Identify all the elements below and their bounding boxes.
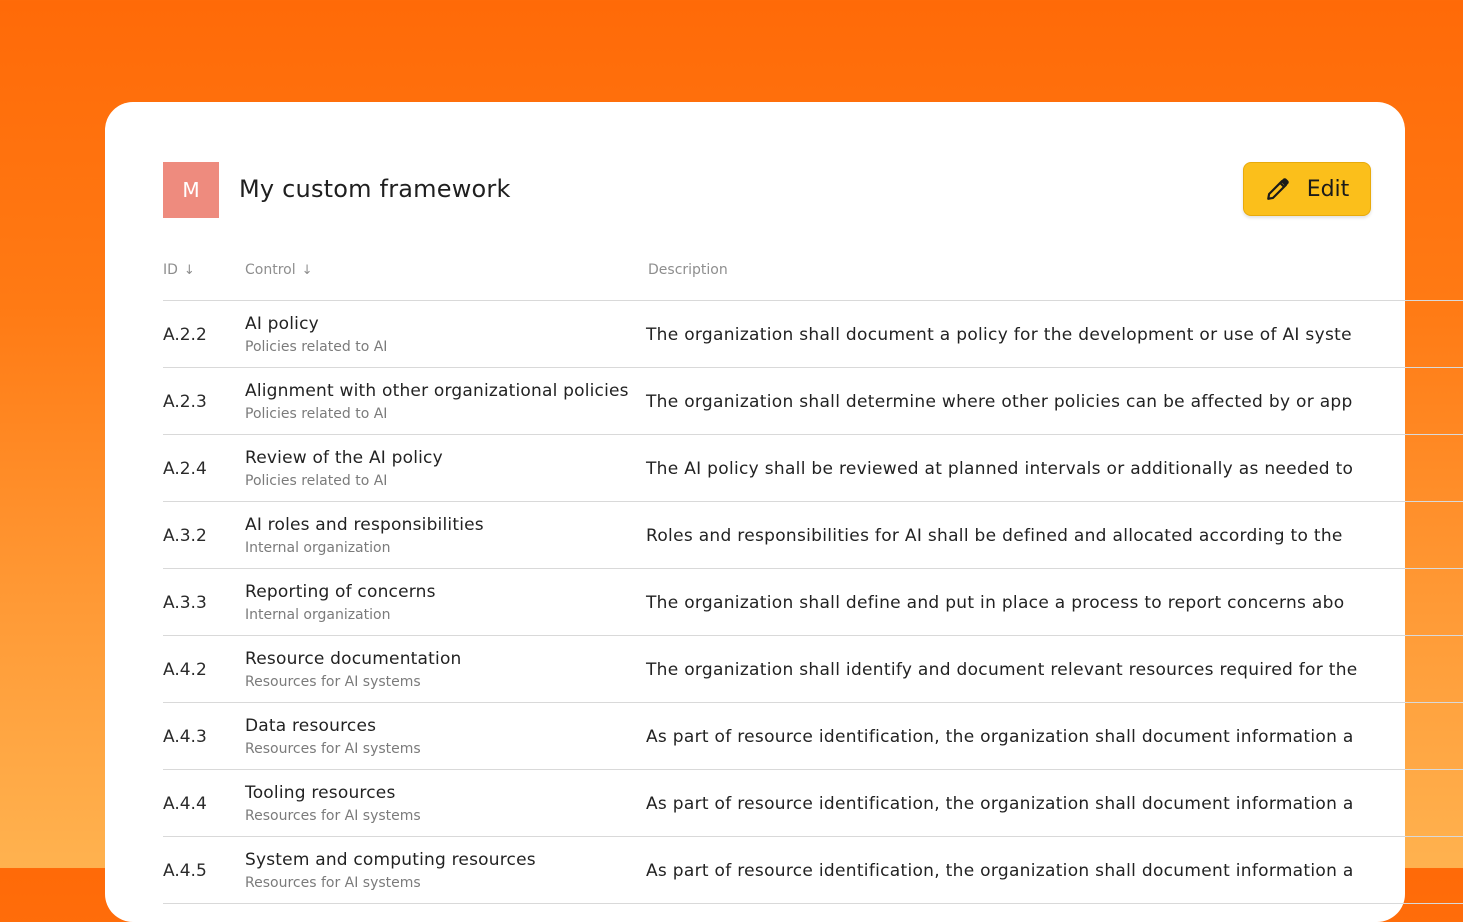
table-row[interactable] [163, 435, 1463, 502]
control-id: A.3.2 [163, 526, 207, 546]
control-id: A.4.5 [163, 861, 207, 881]
control-cell [245, 448, 443, 489]
control-cell [245, 515, 484, 556]
control-category: Internal organization [245, 607, 391, 623]
column-header-description-label: Description [648, 262, 728, 278]
edit-button-label: Edit [1306, 176, 1350, 202]
control-id: A.2.2 [163, 325, 207, 345]
pencil-icon [1265, 176, 1291, 202]
table-header [163, 242, 1463, 301]
control-id: A.4.2 [163, 660, 207, 680]
control-name: AI policy [245, 314, 319, 334]
control-description: As part of resource identification, the organization shall document information a [646, 861, 1354, 881]
table-row[interactable] [163, 569, 1463, 636]
control-cell [245, 314, 387, 355]
page-title: My custom framework [239, 175, 511, 203]
control-name: AI roles and responsibilities [245, 515, 484, 535]
column-header-control[interactable] [245, 262, 313, 278]
control-id: A.2.4 [163, 459, 207, 479]
table-row[interactable] [163, 502, 1463, 569]
control-name: Tooling resources [245, 783, 396, 803]
control-cell [245, 649, 462, 690]
control-description: The organization shall define and put in place a process to report concerns abo [646, 593, 1345, 613]
column-header-control-label: Control [245, 262, 296, 278]
control-id: A.4.3 [163, 727, 207, 747]
control-description: The organization shall determine where other policies can be affected by or app [646, 392, 1353, 412]
table-row[interactable] [163, 770, 1463, 837]
table-row[interactable] [163, 703, 1463, 770]
table-row[interactable] [163, 837, 1463, 904]
control-category: Resources for AI systems [245, 875, 421, 891]
controls-table [163, 242, 1463, 904]
column-header-id[interactable] [163, 262, 195, 278]
control-cell [245, 381, 629, 422]
arrow-down-icon: ↓ [301, 263, 313, 278]
control-name: Resource documentation [245, 649, 462, 669]
control-description: Roles and responsibilities for AI shall be defined and allocated according to the [646, 526, 1343, 546]
arrow-down-icon: ↓ [183, 263, 195, 278]
control-name: Alignment with other organizational policies [245, 381, 629, 401]
table-row[interactable] [163, 368, 1463, 435]
control-id: A.3.3 [163, 593, 207, 613]
control-cell [245, 783, 421, 824]
framework-card [105, 102, 1405, 922]
control-category: Internal organization [245, 540, 391, 556]
control-description: As part of resource identification, the organization shall document information a [646, 727, 1354, 747]
control-id: A.2.3 [163, 392, 207, 412]
control-description: As part of resource identification, the organization shall document information a [646, 794, 1354, 814]
control-cell [245, 716, 421, 757]
edit-button[interactable] [1243, 162, 1371, 216]
control-cell [245, 850, 536, 891]
table-row[interactable] [163, 301, 1463, 368]
column-header-id-label: ID [163, 262, 178, 278]
control-name: Data resources [245, 716, 377, 736]
control-category: Policies related to AI [245, 339, 388, 355]
control-description: The AI policy shall be reviewed at planned intervals or additionally as needed to [646, 459, 1354, 479]
control-id: A.4.4 [163, 794, 207, 814]
control-category: Policies related to AI [245, 406, 388, 422]
table-row[interactable] [163, 636, 1463, 703]
control-category: Policies related to AI [245, 473, 388, 489]
control-category: Resources for AI systems [245, 741, 421, 757]
framework-header [163, 162, 1350, 218]
control-description: The organization shall document a policy for the development or use of AI syste [646, 325, 1352, 345]
control-name: System and computing resources [245, 850, 536, 870]
control-category: Resources for AI systems [245, 808, 421, 824]
control-category: Resources for AI systems [245, 674, 421, 690]
control-name: Reporting of concerns [245, 582, 436, 602]
control-name: Review of the AI policy [245, 448, 443, 468]
control-description: The organization shall identify and document relevant resources required for the [646, 660, 1358, 680]
framework-avatar: M [163, 162, 219, 218]
column-header-description [648, 262, 728, 278]
control-cell [245, 582, 436, 623]
